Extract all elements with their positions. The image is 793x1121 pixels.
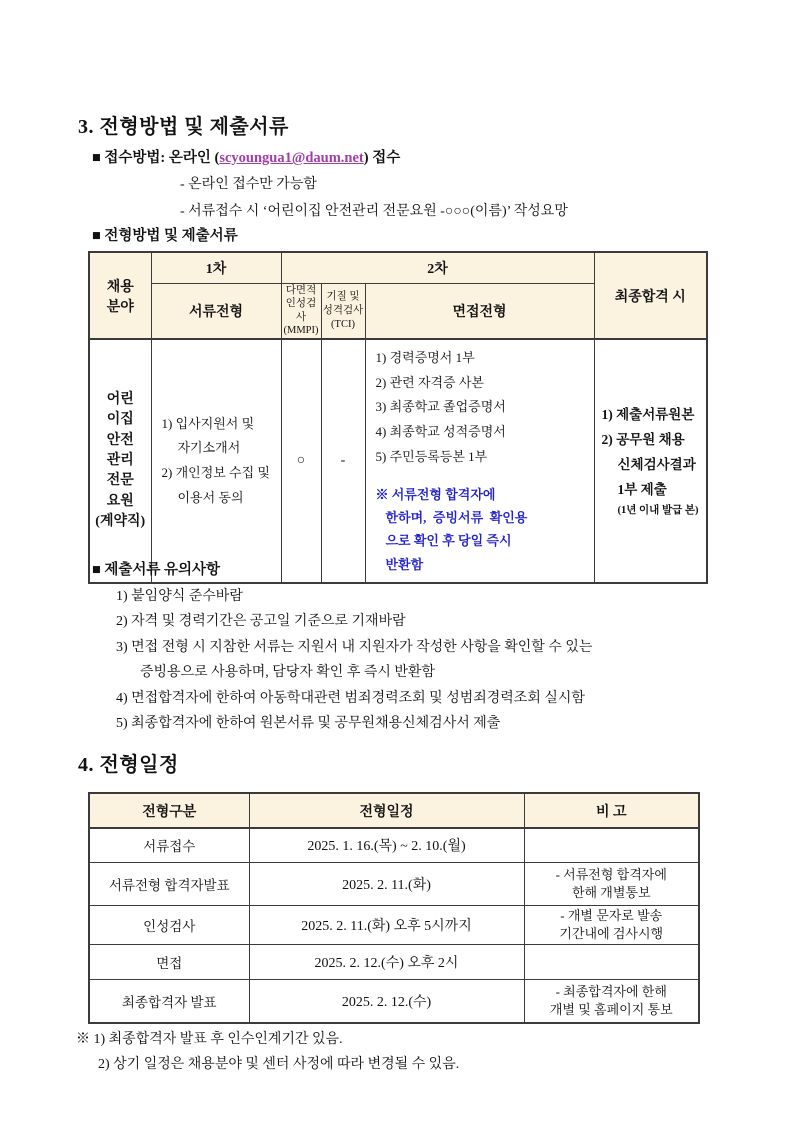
t2-remarks-line2: 기간내에 검사시행 bbox=[559, 925, 664, 941]
t1-doc-line4: 이용서 동의 bbox=[177, 489, 244, 505]
reception-method-line bbox=[92, 146, 400, 167]
t2-remarks-line1: - 서류전형 합격자에 bbox=[555, 866, 667, 882]
t1-interview-note bbox=[376, 483, 590, 577]
t1-header-recruit-line1: 채용 bbox=[106, 279, 134, 295]
method-documents-heading: ■ 전형방법 및 제출서류 bbox=[92, 228, 238, 244]
t2-remarks bbox=[524, 862, 699, 905]
t1-interview-line5: 5) 주민등록등본 1부 bbox=[375, 448, 488, 464]
t1-interview-note-line2: 한하며, 증빙서류 확인용 bbox=[385, 509, 528, 525]
t1-interview-note-line3: 으로 확인 후 당일 즉시 bbox=[385, 533, 512, 549]
t2-category: 면접 bbox=[89, 944, 249, 979]
t1-recruit-line3: 안전 bbox=[106, 432, 134, 448]
t1-final-line4: 1부 제출 bbox=[617, 481, 667, 497]
t2-schedule: 2025. 2. 11.(화) bbox=[249, 862, 524, 905]
t2-remarks bbox=[524, 979, 699, 1023]
t1-interview-line2: 2) 관련 자격증 사본 bbox=[375, 374, 484, 390]
submission-note-3-cont: 증빙용으로 사용하며, 담당자 확인 후 즉시 반환함 bbox=[140, 665, 435, 681]
t1-header-tci-line2: 성격검사 bbox=[322, 304, 364, 316]
t1-recruit-line2: 이집 bbox=[106, 412, 134, 428]
t2-remarks-line2: 개별 및 홈페이지 통보 bbox=[549, 1001, 673, 1017]
submission-note-3: 3) 면접 전형 시 지참한 서류는 지원서 내 지원자가 작성한 사항을 확인할 수 있는 bbox=[116, 639, 593, 655]
t1-interview-note-line4: 반환함 bbox=[385, 556, 424, 572]
t1-header-mmpi-line3: (MMPI) bbox=[283, 325, 319, 337]
t2-remarks bbox=[524, 828, 699, 862]
t2-category: 서류접수 bbox=[89, 828, 249, 862]
t1-final-line2: 2) 공무원 채용 bbox=[601, 431, 685, 447]
t1-header-recruit-line2: 분야 bbox=[106, 299, 134, 315]
section-4-title: 4. 전형일정 bbox=[78, 754, 179, 776]
reception-method-prefix: ■ 접수방법: 온라인 ( bbox=[92, 150, 220, 166]
t2-schedule: 2025. 2. 12.(수) 오후 2시 bbox=[249, 944, 524, 979]
t1-interview-line1: 1) 경력증명서 1부 bbox=[375, 350, 475, 366]
t1-header-mmpi bbox=[281, 283, 321, 339]
selection-method-table bbox=[88, 251, 708, 584]
t2-remarks bbox=[524, 944, 699, 979]
reception-method-suffix: ) 접수 bbox=[363, 150, 401, 166]
t2-category: 서류전형 합격자발표 bbox=[89, 862, 249, 905]
t2-schedule: 2025. 1. 16.(목) ~ 2. 10.(월) bbox=[249, 828, 524, 862]
submission-note-2: 2) 자격 및 경력기간은 공고일 기준으로 기재바람 bbox=[116, 614, 406, 630]
t1-header-mmpi-line2: 인성검사 bbox=[285, 298, 317, 323]
t1-doc-line1: 1) 입사지원서 및 bbox=[161, 415, 255, 431]
t2-row-interview bbox=[89, 944, 699, 979]
submission-note-5: 5) 최종합격자에 한하여 원본서류 및 공무원채용신체검사서 제출 bbox=[116, 716, 501, 732]
t1-header-doc-screening: 서류전형 bbox=[151, 283, 281, 339]
t1-final-pass-cell bbox=[594, 339, 707, 583]
submission-notes-heading: ■ 제출서류 유의사항 bbox=[92, 562, 221, 578]
selection-schedule-table bbox=[88, 792, 700, 1024]
t2-row-doc-reception bbox=[89, 828, 699, 862]
t1-interview-note-line1: ※ 서류전형 합격자에 bbox=[375, 486, 496, 502]
submission-note-1: 1) 붙임양식 준수바람 bbox=[116, 589, 243, 604]
t2-header-schedule: 전형일정 bbox=[249, 793, 524, 828]
t1-tci-value: - bbox=[321, 339, 365, 583]
t1-final-line3: 신체검사결과 bbox=[617, 456, 696, 472]
submission-notes-list bbox=[116, 584, 592, 736]
footer-note-1: ※ 1) 최종합격자 발표 후 인수인계기간 있음. bbox=[76, 1032, 343, 1047]
t1-interview-line4: 4) 최종학교 성적증명서 bbox=[375, 424, 506, 440]
t1-recruit-line1: 어린 bbox=[106, 392, 134, 408]
t1-final-line1: 1) 제출서류원본 bbox=[601, 406, 695, 422]
t1-recruit-line5: 전문 bbox=[106, 473, 134, 489]
t1-header-recruit-field bbox=[89, 252, 151, 339]
footer-note-2: 2) 상기 일정은 채용분야 및 센터 사정에 따라 변경될 수 있음. bbox=[98, 1057, 460, 1072]
t1-header-tci-line1: 기질 및 bbox=[326, 291, 360, 303]
t2-row-final-result bbox=[89, 979, 699, 1023]
t1-interview-cell bbox=[365, 339, 594, 583]
t2-remarks bbox=[524, 905, 699, 944]
t1-header-final-pass: 최종합격 시 bbox=[594, 252, 707, 339]
t2-header-remarks: 비 고 bbox=[524, 793, 699, 828]
t2-schedule: 2025. 2. 12.(수) bbox=[249, 979, 524, 1023]
t2-remarks-line1: - 최종합격자에 한해 bbox=[555, 984, 667, 1000]
t1-recruit-field-cell bbox=[89, 339, 151, 583]
t1-recruit-line6: 요원 bbox=[106, 493, 134, 509]
t2-header-category: 전형구분 bbox=[89, 793, 249, 828]
email-link[interactable]: scyoungua1@daum.net bbox=[219, 150, 364, 166]
t1-header-mmpi-line1: 다면적 bbox=[285, 284, 317, 296]
t2-schedule: 2025. 2. 11.(화) 오후 5시까지 bbox=[249, 905, 524, 944]
t2-remarks-line1: - 개별 문자로 발송 bbox=[560, 907, 663, 923]
t1-header-round2: 2차 bbox=[281, 252, 594, 283]
t1-recruit-line7: (계약직) bbox=[95, 513, 146, 529]
t1-doc-line3: 2) 개인정보 수집 및 bbox=[161, 465, 270, 481]
t2-row-personality-test bbox=[89, 905, 699, 944]
section-3-title: 3. 전형방법 및 제출서류 bbox=[78, 116, 289, 138]
t1-header-tci bbox=[321, 283, 365, 339]
t2-remarks-line2: 한해 개별통보 bbox=[571, 884, 651, 900]
t1-doc-line2: 자기소개서 bbox=[177, 440, 241, 456]
t2-row-doc-result bbox=[89, 862, 699, 905]
submission-note-4: 4) 면접합격자에 한하여 아동학대관련 범죄경력조회 및 성범죄경력조회 실시함 bbox=[116, 690, 585, 706]
t1-final-small-note: (1년 이내 발급 본) bbox=[617, 504, 699, 516]
reception-note-online-only: - 온라인 접수만 가능함 bbox=[180, 177, 317, 192]
t1-doc-screening-cell bbox=[151, 339, 281, 583]
t2-category: 최종합격자 발표 bbox=[89, 979, 249, 1023]
t1-interview-line3: 3) 최종학교 졸업증명서 bbox=[375, 399, 506, 415]
reception-note-filename: - 서류접수 시 ‘어린이집 안전관리 전문요원 -○○○(이름)’ 작성요망 bbox=[180, 204, 568, 219]
t1-recruit-line4: 관리 bbox=[106, 452, 134, 468]
t1-header-interview: 면접전형 bbox=[365, 283, 594, 339]
t1-header-tci-line3: (TCI) bbox=[331, 318, 355, 330]
t1-mmpi-value: ○ bbox=[281, 339, 321, 583]
t2-category: 인성검사 bbox=[89, 905, 249, 944]
t1-header-round1: 1차 bbox=[151, 252, 281, 283]
